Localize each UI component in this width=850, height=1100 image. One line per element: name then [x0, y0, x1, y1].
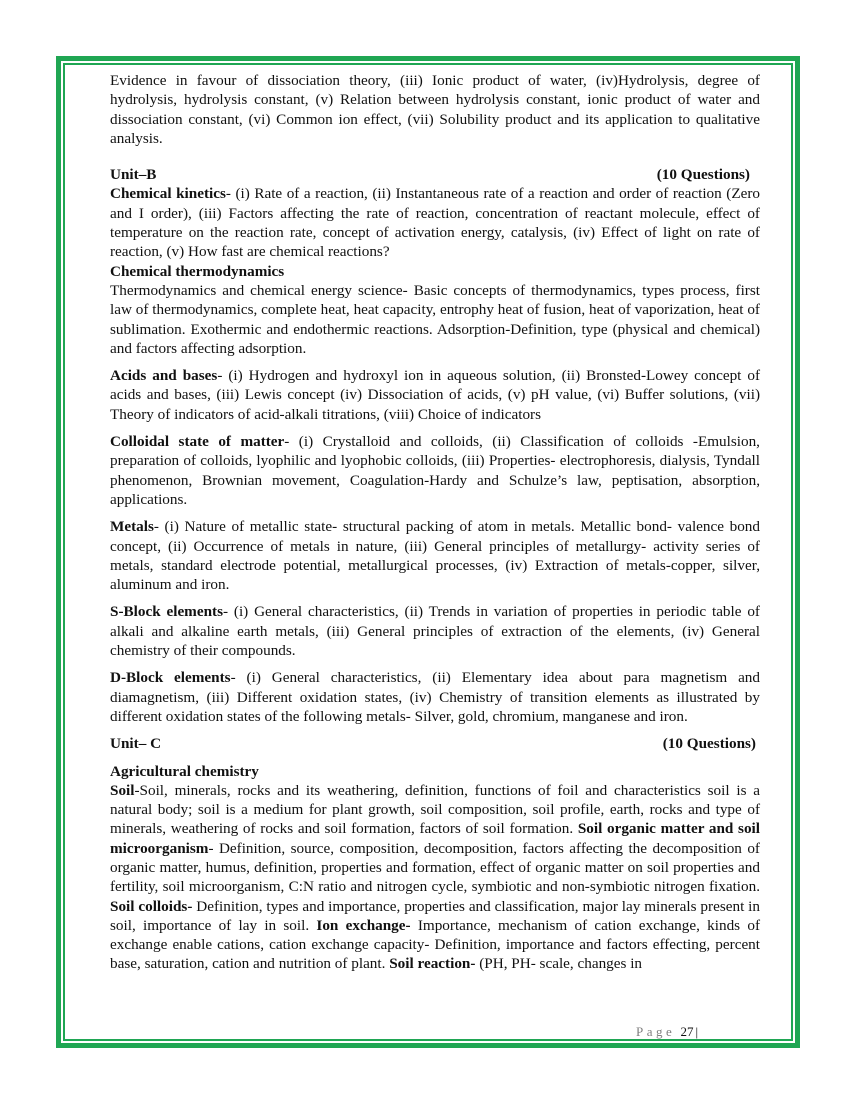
unit-c-questions: (10 Questions) — [662, 735, 756, 753]
section-heading: Metals — [110, 518, 154, 536]
page-separator: | — [695, 1024, 699, 1039]
section-chemical-kinetics — [110, 184, 760, 261]
topic-soil-reaction: Soil reaction- — [389, 955, 476, 973]
unit-c-header — [110, 734, 760, 753]
section-text: - (i) General characteristics, (ii) Elementary idea about para magnetism and diamagnetism, (iii) Different oxidation states, (iv) Chemistry of transition elements as illustrated by different oxidation states of the following metals- Silver, gold, chromium, manganese and iron. — [110, 669, 760, 725]
topic-text: Importance, mechanism of cation exchange, kinds of exchange enable cations, cation exchange capacity- Definition, importance and factors effecting, percent base, saturation, cation and nutrition of plant. — [110, 916, 760, 973]
page-content — [110, 71, 760, 974]
section-d-block — [110, 668, 760, 726]
topic-text: (PH, PH- scale, changes in — [475, 955, 643, 973]
page-footer — [636, 1024, 698, 1040]
topic-soil-organic-matter: Soil organic matter and soil microorganism — [110, 820, 760, 857]
unit-b-questions: (10 Questions) — [656, 166, 750, 184]
section-acids-bases — [110, 366, 760, 424]
section-heading: S-Block elements — [110, 603, 223, 621]
topic-soil: Soil — [110, 781, 135, 799]
topic-text: - Definition, source, composition, decomposition, factors affecting the decomposition of organic matter, humus, definition, properties and formation, effect of organic matter on soil properties and fertility, soil microorganism, C:N ratio and nitrogen cycle, symbiotic and non-symbiotic nitrogen fixation. — [110, 839, 760, 896]
section-text: - (i) Hydrogen and hydroxyl ion in aqueous solution, (ii) Bronsted-Lowey concept of acids and bases, (iii) Lewis concept (iv) Dissociation of acids, (v) pH value, (vi) Buffer solutions, (vii) Theory of indicators of acid-alkali titrations, (viii) Choice of indicators — [110, 367, 761, 423]
section-metals — [110, 517, 760, 594]
section-text: - (i) Nature of metallic state- structural packing of atom in metals. Metallic bond- valence bond concept, (ii) Occurrence of metals in nature, (iii) General principles of metallurgy- activity series of metals, standard electrode potential, metallurgical processes, (iv) Extraction of metals-copper, silver, aluminum and iron. — [110, 518, 760, 594]
section-heading: Chemical kinetics — [110, 185, 226, 203]
section-colloidal-state — [110, 432, 760, 509]
page-number: 27 — [680, 1024, 694, 1039]
section-text: - (i) Rate of a reaction, (ii) Instantaneous rate of a reaction and order of reaction (Zero and I order), (iii) Factors affecting the rate of reaction, concentration of reactant molecule, effect of temperature on the reaction rate, concept of activation energy, catalysis, (iv) Effect of light on rate of reaction, (v) How fast are chemical reactions? — [110, 185, 760, 261]
topic-ion-exchange: Ion exchange- — [316, 916, 411, 934]
agricultural-chemistry-paragraph — [110, 781, 760, 974]
section-heading: D-Block elements — [110, 669, 231, 687]
section-heading: Colloidal state of matter — [110, 433, 285, 451]
unit-b-title: Unit–B — [110, 166, 157, 184]
unit-c-title: Unit– C — [110, 735, 162, 753]
section-s-block — [110, 602, 760, 660]
section-text: - (i) General characteristics, (ii) Trends in variation of properties in periodic table of alkali and alkaline earth metals, (iii) General principles of extraction of the elements, (iv) General chemistry of their compounds. — [110, 603, 760, 660]
topic-text: -Soil, minerals, rocks and its weathering, definition, functions of foil and characteristics soil is a natural body; soil is a medium for plant growth, soil composition, soil profile, earth, rocks and type of minerals, weathering of rocks and soil formation, factors of soil formation. — [110, 781, 760, 838]
section-text: - (i) Crystalloid and colloids, (ii) Classification of colloids -Emulsion, preparation of colloids, lyophilic and lyophobic colloids, (iii) Properties- electrophoresis, dialysis, Tyndall phenomenon, Brownian movement, Coagulation-Hardy and Schulze’s law, peptisation, absorption, applications. — [110, 433, 760, 508]
unit-c-subheading: Agricultural chemistry — [110, 762, 259, 780]
topic-soil-colloids: Soil colloids- — [110, 897, 193, 915]
section-heading-thermodynamics: Chemical thermodynamics — [110, 262, 285, 280]
topic-text: Definition, types and importance, properties and classification, major lay minerals present in soil, importance of lay in soil. — [110, 897, 760, 934]
section-heading: Acids and bases — [110, 367, 218, 385]
unit-b-header — [110, 165, 760, 184]
section-thermodynamics-text: Thermodynamics and chemical energy science- Basic concepts of thermodynamics, types process, first law of thermodynamics, complete heat, heat capacity, entrophy heat of fusion, heat of vaporization, heat of sublimation. Exothermic and endothermic reactions. Adsorption-Definition, type (physical and chemical) and factors affecting adsorption. — [110, 281, 760, 357]
page-label: Page — [636, 1024, 676, 1039]
intro-paragraph: Evidence in favour of dissociation theory, (iii) Ionic product of water, (iv)Hydrolysis, degree of hydrolysis, hydrolysis constant, (v) Relation between hydrolysis constant, ionic product of water and dissociation constant, (vi) Common ion effect, (vii) Solubility product and its application to qualitative analysis. — [110, 72, 760, 147]
